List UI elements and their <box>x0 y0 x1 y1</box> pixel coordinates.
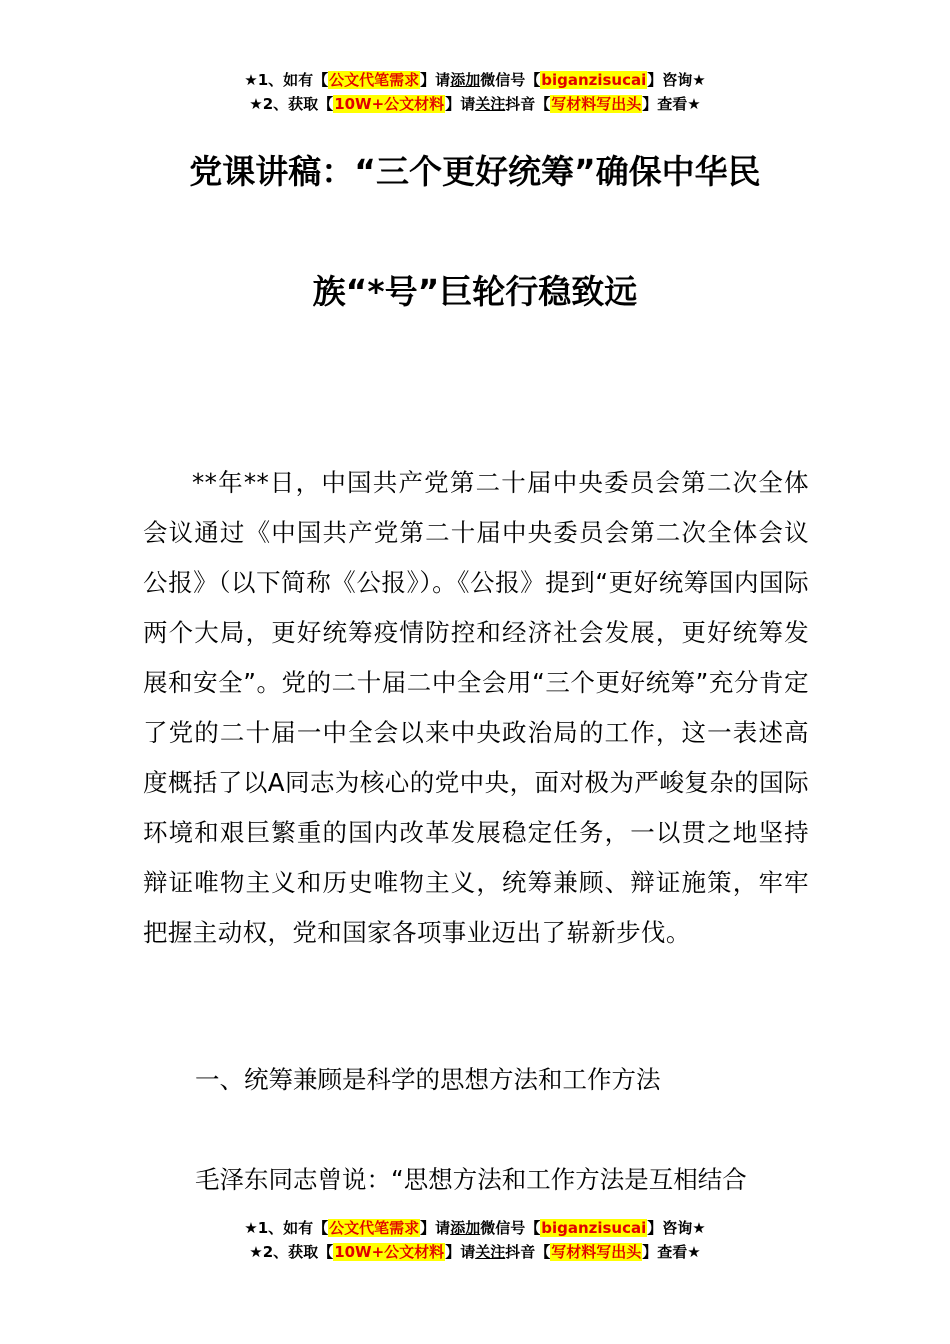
underlined-text: 关注 <box>475 95 506 113</box>
underlined-text: 添加 <box>450 71 481 89</box>
promo-text: 】请 <box>445 1243 476 1261</box>
promo-text: 微信号【 <box>480 71 541 89</box>
promo-text: 】查看★ <box>642 95 701 113</box>
promo-text: 抖音【 <box>505 95 551 113</box>
body-paragraph-1: **年**日，中国共产党第二十届中央委员会第二次全体会议通过《中国共产党第二十届中央委员会第二次全体会议公报》（以下简称《公报》）。《公报》提到“更好统筹国内国际两个大局，更好统筹疫情防控和经济社会发展，更好统筹发展和安全”。党的二十届二中全会用“三个更好统筹”充分肯定了党的二十届一中全会以来中央政治局的工作，这一表述高度概括了以A同志为核心的党中央，面对极为严峻复杂的国际环境和艰巨繁重的国内改革发展稳定任务，一以贯之地坚持辩证唯物主义和历史唯物主义，统筹兼顾、辩证施策，牢牢把握主动权，党和国家各项事业迈出了崭新步伐。 <box>143 468 809 947</box>
body-paragraph-2: 毛泽东同志曾说：“思想方法和工作方法是互相结合 <box>195 1165 747 1194</box>
highlight-materials: 10W+公文材料 <box>334 95 445 113</box>
promo-line-1 <box>0 1216 950 1240</box>
promo-text: ★1、如有【 <box>244 1219 329 1237</box>
promo-text: ★2、获取【 <box>249 95 334 113</box>
promo-text: ★1、如有【 <box>244 71 329 89</box>
promo-text: 】请 <box>420 71 451 89</box>
promo-text: 微信号【 <box>480 1219 541 1237</box>
promo-text: ★2、获取【 <box>249 1243 334 1261</box>
highlight-douyin-account: 写材料写出头 <box>551 1243 642 1261</box>
promo-banner-top <box>0 68 950 116</box>
document-title-line-1: 党课讲稿：“三个更好统筹”确保中华民 <box>189 152 761 191</box>
promo-text: 】请 <box>420 1219 451 1237</box>
highlight-service: 公文代笔需求 <box>329 1219 420 1237</box>
promo-text: 】请 <box>445 95 476 113</box>
highlight-service: 公文代笔需求 <box>329 71 420 89</box>
promo-line-2 <box>0 92 950 116</box>
promo-text: 抖音【 <box>505 1243 551 1261</box>
promo-line-1 <box>0 68 950 92</box>
highlight-douyin-account: 写材料写出头 <box>551 95 642 113</box>
underlined-text: 关注 <box>475 1243 506 1261</box>
promo-text: 】咨询★ <box>647 71 706 89</box>
highlight-materials: 10W+公文材料 <box>334 1243 445 1261</box>
underlined-text: 添加 <box>450 1219 481 1237</box>
promo-text: 】咨询★ <box>647 1219 706 1237</box>
highlight-wechat-id: biganzisucai <box>541 71 647 89</box>
highlight-wechat-id: biganzisucai <box>541 1219 647 1237</box>
promo-banner-bottom <box>0 1216 950 1264</box>
section-heading-1: 一、统筹兼顾是科学的思想方法和工作方法 <box>195 1065 661 1094</box>
document-title-line-2: 族“*号”巨轮行稳致远 <box>312 272 638 311</box>
promo-text: 】查看★ <box>642 1243 701 1261</box>
promo-line-2 <box>0 1240 950 1264</box>
